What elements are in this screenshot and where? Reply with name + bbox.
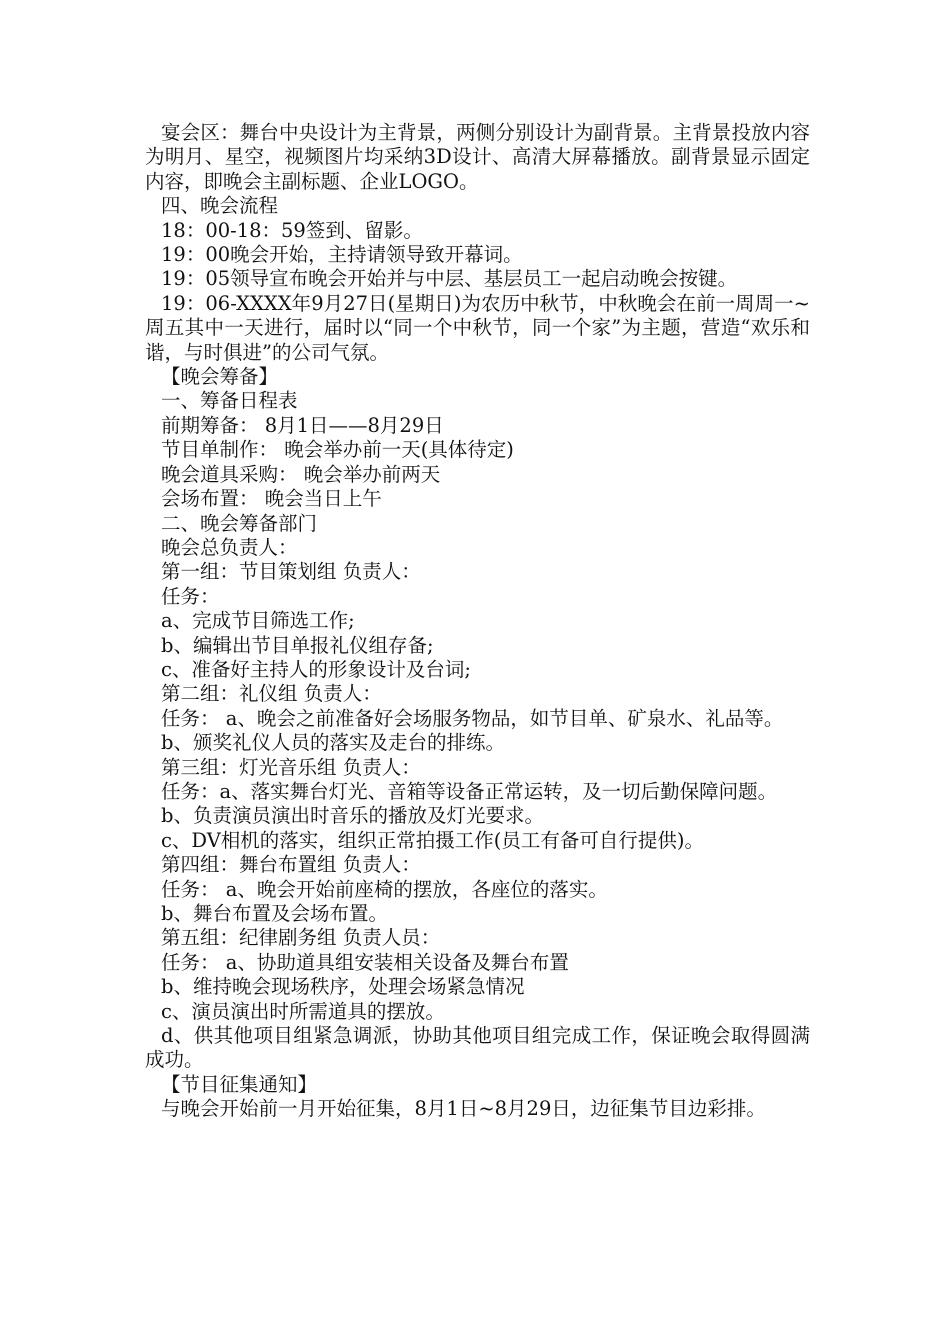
- section-title-preparation: 【晚会筹备】: [161, 365, 279, 389]
- group-1-task-c: c、准备好主持人的形象设计及台词;: [161, 657, 471, 681]
- group-2-task-b: b、颁奖礼仪人员的落实及走台的排练。: [161, 731, 505, 755]
- flow-item-signin: 18：00-18：59签到、留影。: [161, 218, 423, 242]
- group-4-task-a: 任务： a、晚会开始前座椅的摆放，各座位的落实。: [161, 877, 608, 901]
- group-5-task-c: c、演员演出时所需道具的摆放。: [161, 999, 445, 1023]
- group-1-tasks-label: 任务：: [161, 584, 220, 608]
- heading-departments: 二、晚会筹备部门: [161, 511, 318, 535]
- group-4-title: 第四组：舞台布置组 负责人：: [161, 853, 421, 877]
- group-1-task-b: b、编辑出节目单报礼仪组存备;: [161, 633, 434, 657]
- document-body: [145, 121, 810, 1122]
- schedule-item-early-prep: 前期筹备： 8月1日——8月29日: [161, 413, 444, 437]
- general-manager-line: 晚会总负责人：: [161, 535, 298, 559]
- paragraph-venue-design: 宴会区：舞台中央设计为主背景，两侧分别设计为副背景。主背景投放内容为明月、星空，视频图片均采纳3D设计、高清大屏幕播放。副背景显示固定内容，即晚会主副标题、企业LOGO。: [145, 121, 810, 193]
- group-5-task-b: b、维持晚会现场秩序，处理会场紧急情况: [161, 975, 525, 999]
- group-3-task-b: b、负责演员演出时音乐的播放及灯光要求。: [161, 804, 544, 828]
- heading-evening-flow: 四、晚会流程: [161, 194, 279, 218]
- group-5-title: 第五组：纪律剧务组 负责人员：: [161, 926, 441, 950]
- group-1-task-a: a、完成节目筛选工作;: [161, 609, 355, 633]
- group-5-task-a: 任务： a、协助道具组安装相关设备及舞台布置: [161, 950, 569, 974]
- flow-item-opening: 19：00晚会开始，主持请领导致开幕词。: [161, 243, 523, 267]
- group-1-title: 第一组：节目策划组 负责人：: [161, 560, 421, 584]
- group-3-task-c: c、DV相机的落实，组织正常拍摄工作(员工有备可自行提供)。: [161, 828, 705, 852]
- group-3-title: 第三组：灯光音乐组 负责人：: [161, 755, 421, 779]
- group-2-task-a: 任务： a、晚会之前准备好会场服务物品，如节目单、矿泉水、礼品等。: [161, 706, 784, 730]
- group-5-task-d: d、供其他项目组紧急调派，协助其他项目组完成工作，保证晚会取得圆满成功。: [145, 1024, 810, 1072]
- group-4-task-b: b、舞台布置及会场布置。: [161, 902, 388, 925]
- program-call-details: 与晚会开始前一月开始征集，8月1日~8月29日，边征集节目边彩排。: [161, 1097, 766, 1121]
- flow-item-launch: 19：05领导宣布晚会开始并与中层、基层员工一起启动晚会按键。: [161, 267, 738, 291]
- flow-item-theme: 19：06-XXXX年9月27日(星期日)为农历中秋节，中秋晚会在前一周周一~周五其中一天进行，届时以“同一个中秋节，同一个家”为主题，营造“欢乐和谐，与时俱进”的公司气氛。: [145, 291, 810, 364]
- heading-schedule: 一、筹备日程表: [161, 389, 298, 413]
- group-2-title: 第二组：礼仪组 负责人：: [161, 682, 382, 706]
- schedule-item-props: 晚会道具采购： 晚会举办前两天: [161, 462, 441, 486]
- schedule-item-venue-setup: 会场布置： 晚会当日上午: [161, 487, 382, 511]
- schedule-item-program-list: 节目单制作： 晚会举办前一天(具体待定): [161, 438, 514, 462]
- section-title-program-call: 【节目征集通知】: [161, 1072, 318, 1096]
- group-3-task-a: 任务：a、落实舞台灯光、音箱等设备正常运转，及一切后勤保障问题。: [161, 779, 778, 803]
